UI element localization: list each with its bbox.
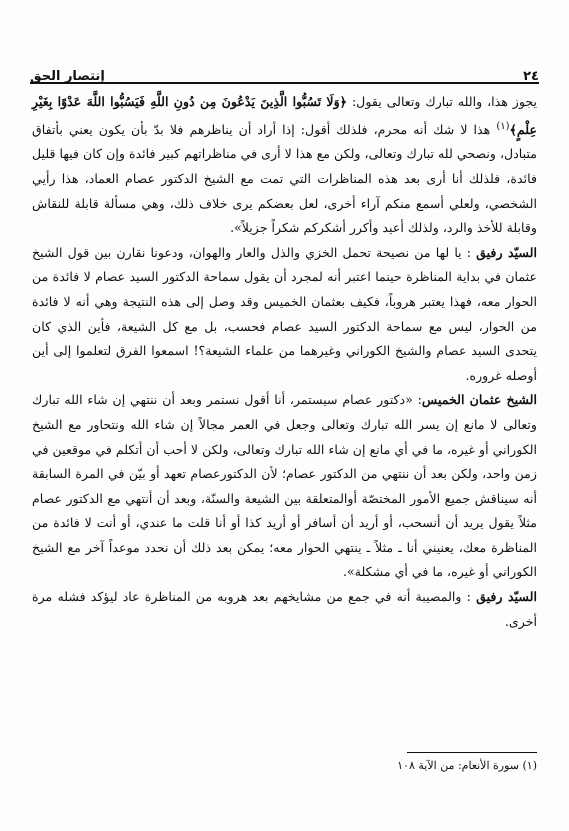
speaker-label: السيّد رفيق (476, 589, 537, 605)
speaker-separator: : (412, 392, 422, 408)
paragraph-2 (32, 241, 537, 389)
paragraph-1 (32, 90, 537, 241)
footnote-reference: (١) (496, 120, 510, 132)
paragraph-1-lead: يجوز هذا، والله تبارك وتعالى يقول: (347, 94, 537, 109)
footnote-rule (407, 752, 537, 753)
paragraph-4-text: والمصيبة أنه في جمع من مشايخهم بعد هروبه من المناظرة عاد ليؤكد فشله مرة أخرى. (32, 589, 537, 629)
speaker-separator: : (461, 244, 477, 260)
paragraph-4 (32, 585, 537, 634)
body-text (32, 90, 537, 634)
paragraph-3-text: «دكتور عصام سيستمر، أنا أقول نستمر وبعد أن ننتهي إن شاء الله تبارك وتعالى لا مانع إن يسر الله تبارك وتعالى وجعل في العمر مجالاً إن شاء الله ونتحاور مع الشيخ الكوراني أو غيره، ما في أي مانع إن شاء الله تبارك وتعالى، ولكن لا أحب أن أتكلم في موقعين في زمن واحد، ولكن بعد أن ننتهي من الدكتور عصام؛ لأن الدكتورعصام تعهد أو بيّن في المرة السابقة أنه سيناقش جميع الأمور المختصّة أوالمتعلقة بين الشيعة والسنّة، وبعد أن أنتهي مع الدكتور عصام مثلاً يقول يريد أن أنسحب، أو أريد أن أسافر أو أريد كذا أو أنا قلت ما عندي، أو أنت لا فائدة من المناظرة معك، يعنيني أنا ـ مثلاً ـ ينتهي الحوار معه؛ يمكن بعد ذلك أن نحدد موعداً آخر مع الشيخ الكوراني أو غيره، ما في أي مشكلة». (32, 392, 537, 580)
quran-verse: ﴿وَلَا تَسُبُّوا الَّذِينَ يَدْعُونَ مِن دُونِ اللَّهِ فَيَسُبُّوا اللَّهَ عَدْوًا بِغَيْرِ عِلْمٍ﴾ (32, 94, 537, 137)
footnote: (١) سورة الأنعام: من الآية ١٠٨ (397, 759, 537, 772)
page-number: ٢٤ (523, 69, 539, 84)
page-header (30, 58, 539, 84)
speaker-label: السيّد رفيق (476, 244, 537, 260)
paragraph-1-text: هذا لا شك أنه محرم، فلذلك أقول: إذا أراد أن يناظرهم فلا بدّ بأن يكون يعني بأتفاق متبادل، ونصحي لله تبارك وتعالى، ولكن مع هذا لا أرى في مناظراتهم كبير فائدة وإن كان فيها قليل فائدة، فلذلك أنا أرى بعد هذه المناظرات التي تمت مع الشيخ الدكتور عصام العماد، هذا رأيي الشخصي، ولعلي أسمع منكم آراء أخرى، لعل بعضكم يرى خلاف ذلك، وهي مسألة قابلة للنقاش وقابلة للأخذ والرد، ولذلك أعيد وأكرر أشكركم شكراً جزيلاً». (32, 121, 537, 236)
speaker-label: الشيخ عثمان الخميس (421, 392, 538, 408)
running-title: إنتصار الحق (30, 69, 105, 84)
header-rule (30, 82, 539, 84)
paragraph-3 (32, 388, 537, 585)
speaker-separator: : (461, 589, 477, 605)
paragraph-2-text: يا لها من نصيحة تحمل الخزي والذل والعار والهوان، ودعونا نقارن بين قول الشيخ عثمان في بداية المناظرة حينما اعتبر أنه لمجرد أن يقول سماحة الدكتور السيد عصام لا فائدة من الحوار معه، فهذا يعتبر هروباً، فكيف بعثمان الخميس وقد وصل إلى هذه النتيجة وهي أنه لا فائدة من الحوار، ليس مع سماحة الدكتور السيد عصام فحسب، بل مع كل الشيعة، فأين الذي كان يتحدى السيد عصام والشيخ الكوراني وغيرهما من علماء الشيعة؟! اسمعوا الفرق لتعلموا إلى أين أوصله غروره. (32, 244, 537, 383)
